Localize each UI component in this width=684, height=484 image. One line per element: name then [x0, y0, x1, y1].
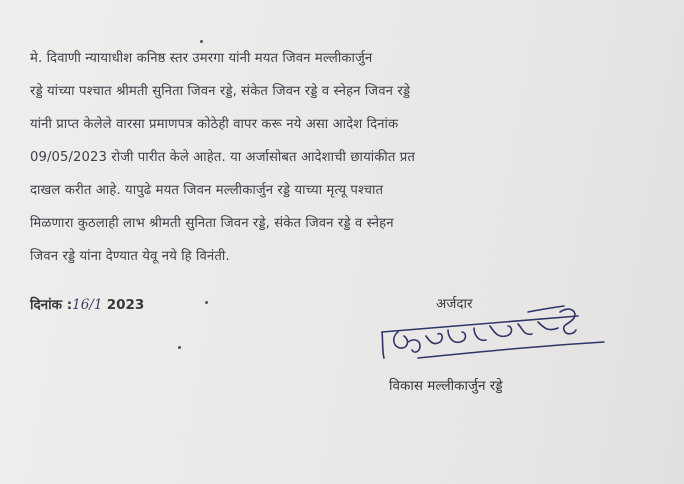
- letter-line-4: 09/05/2023 रोजी पारीत केले आहेत. या अर्जासोबत आदेशाची छायांकीत प्रत: [30, 150, 416, 165]
- applicant-label: अर्जदार: [436, 296, 473, 312]
- letter-line-5: दाखल करीत आहे. यापुढे मयत जिवन मल्लीकार्जुन रड्डे याच्या मृत्यू पश्चात: [30, 183, 384, 198]
- date-year: 2023: [106, 297, 145, 313]
- date-label: दिनांक :: [30, 297, 73, 313]
- letter-line-3: यांनी प्राप्त केलेले वारसा प्रमाणपत्र कोठेही वापर करू नये असा आदेश दिनांक: [30, 117, 399, 132]
- date-row: [30, 295, 144, 313]
- ink-speck: [205, 301, 208, 304]
- ink-speck: [200, 40, 203, 43]
- letter-line-7: जिवन रड्डे यांना देण्यात येवू नये हि विनंती.: [30, 249, 230, 264]
- handwritten-signature: [378, 302, 608, 372]
- letter-line-6: मिळणारा कुठलाही लाभ श्रीमती सुनिता जिवन रड्डे, संकेत जिवन रड्डे व स्नेहन: [30, 216, 394, 231]
- ink-speck: [178, 346, 181, 349]
- handwritten-date: 16/1: [72, 297, 107, 313]
- signer-name: विकास मल्लीकार्जुन रड्डे: [389, 378, 503, 394]
- letter-line-1: मे. दिवाणी न्यायाधीश कनिष्ठ स्तर उमरगा यांनी मयत जिवन मल्लीकार्जुन: [30, 51, 373, 66]
- letter-line-2: रड्डे यांच्या पश्चात श्रीमती सुनिता जिवन रड्डे, संकेत जिवन रड्डे व स्नेहन जिवन रड्डे: [30, 84, 411, 99]
